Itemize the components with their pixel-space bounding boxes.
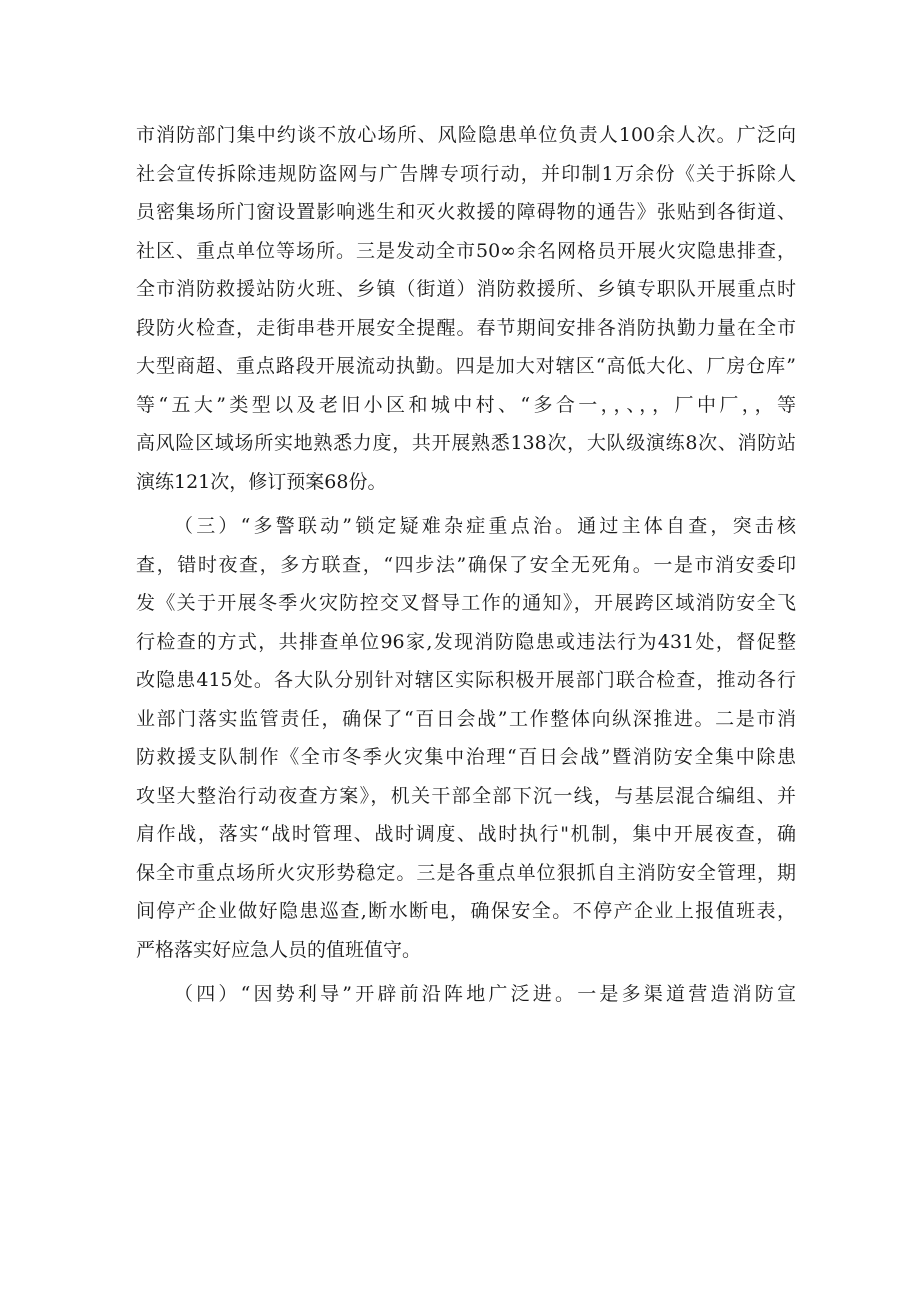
text-line: 查，错时夜查，多方联查，“四步法”确保了安全无死角。一是市消安委印 (136, 553, 796, 576)
text-line: 间停产企业做好隐患巡查,断水断电，确保安全。不停产企业上报值班表， (136, 900, 796, 922)
text-line: 改隐患415处。各大队分别针对辖区实际积极开展部门联合检查，推动各行 (136, 669, 796, 691)
text-line: 行检查的方式，共排查单位96家,发现消防隐患或违法行为431处，督促整 (136, 630, 796, 653)
text-line: 员密集场所门窗设置影响逃生和灭火救援的障碍物的通告》张贴到各街道、 (136, 201, 796, 223)
text-line: 严格落实好应急人员的值班值守。 (136, 938, 422, 961)
section-3-heading-line: （三）“多警联动”锁定疑难杂症重点治。通过主体自查，突击核 (174, 515, 796, 537)
text-line: 市消防部门集中约谈不放心场所、风险隐患单位负责人100余人次。广泛向 (136, 124, 796, 146)
text-line: 等“五大”类型以及老旧小区和城中村、“多合一，，、，，厂中厂，，等 (136, 393, 796, 416)
paragraph-continuation (136, 116, 796, 501)
text-line: 防救援支队制作《全市冬季火灾集中治理“百日会战”暨消防安全集中除患 (136, 746, 796, 768)
paragraph-section-3 (136, 507, 796, 969)
text-line: 保全市重点场所火灾形势稳定。三是各重点单位狠抓自主消防安全管理，期 (136, 861, 796, 884)
text-line: 全市消防救援站防火班、乡镇（街道）消防救援所、乡镇专职队开展重点时 (136, 278, 796, 300)
text-line: 发《关于开展冬季火灾防控交叉督导工作的通知》，开展跨区域消防安全飞 (136, 592, 796, 614)
text-line: 高风险区域场所实地熟悉力度，共开展熟悉138次，大队级演练8次、消防站 (136, 432, 796, 454)
text-line: 社区、重点单位等场所。三是发动全市50∞余名网格员开展火灾隐患排查， (136, 239, 796, 262)
text-line: 演练121次，修订预案68份。 (136, 470, 387, 493)
document-body (136, 116, 796, 1014)
section-4-heading-line: （四）“因势利导”开辟前沿阵地广泛进。一是多渠道营造消防宣 (174, 983, 796, 1005)
text-line: 业部门落实监管责任，确保了“百日会战”工作整体向纵深推进。二是市消 (136, 707, 796, 730)
text-line: 社会宣传拆除违规防盗网与广告牌专项行动，并印制1万余份《关于拆除人 (136, 162, 796, 185)
paragraph-section-4 (136, 975, 796, 1014)
text-line: 肩作战，落实“战时管理、战时调度、战时执行"机制，集中开展夜查，确 (136, 823, 796, 845)
text-line: 段防火检查，走街串巷开展安全提醒。春节期间安排各消防执勤力量在全市 (136, 316, 796, 339)
text-line: 大型商超、重点路段开展流动执勤。四是加大对辖区“高低大化、厂房仓库” (136, 355, 796, 377)
text-line: 攻坚大整治行动夜查方案》，机关干部全部下沉一线，与基层混合编组、并 (136, 784, 796, 807)
